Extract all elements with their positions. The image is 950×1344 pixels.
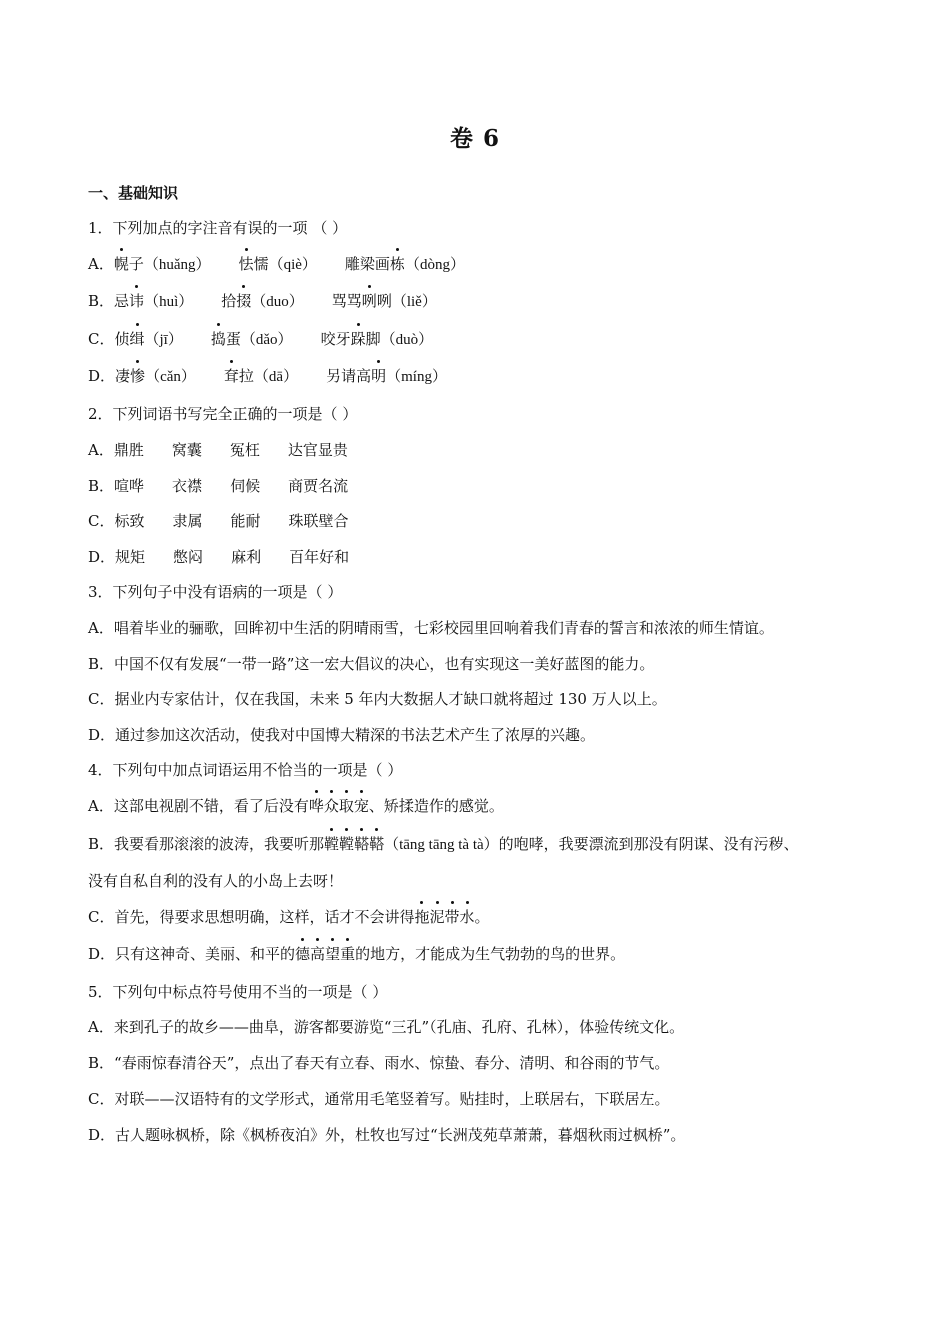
q2-a-word-1: 鼎胜	[113, 441, 144, 459]
q1-c-w1-pre: 侦	[114, 330, 130, 348]
q4-c-post: 。	[474, 908, 490, 926]
q1-b-w3-rest: 咧	[376, 292, 392, 310]
q2-b-word-4: 商贾名流	[288, 477, 349, 495]
q3-option-a: A．唱着毕业的骊歌，回眸初中生活的阴晴雨雪，七彩校园里回响着我们青春的誓言和浓浓的师生情谊。	[88, 619, 774, 637]
q4-b-pre: B．我要看那滚滚的波涛，我要听那	[88, 835, 325, 853]
q2-c-word-4: 珠联壁合	[288, 512, 349, 530]
q2-d-word-2: 憋闷	[173, 548, 204, 566]
q1-b-w1-pinyin: （huì）	[144, 294, 194, 310]
q1-a-w3-pre: 雕梁画	[344, 255, 390, 273]
q1-b-w3-pre: 骂骂	[331, 292, 362, 310]
q2-a-word-4: 达官显贵	[287, 441, 348, 459]
q4-b-dot-4: 鞳	[369, 835, 385, 853]
q1-d-w3-pinyin: （míng）	[386, 369, 447, 385]
q1-b-w2-pre: 拾	[221, 292, 237, 310]
q4-d-dot-2: 高	[310, 945, 326, 963]
q4-option-c	[88, 907, 490, 927]
q3-option-c: C．据业内专家估计，仅在我国，未来 5 年内大数据人才缺口就将超过 130 万人以上。	[88, 690, 667, 708]
q1-c-w3-pinyin: （duò）	[380, 332, 434, 348]
q4-a-dot-1: 哗	[308, 797, 324, 815]
q1-d-w1-dotted: 惨	[130, 367, 146, 385]
q2-a-label: A．	[88, 441, 114, 459]
q2-b-word-2: 衣襟	[172, 477, 203, 495]
q1-option-b	[88, 291, 437, 312]
q4-option-b	[88, 834, 799, 855]
q1-a-w3-pinyin: （dòng）	[404, 257, 465, 273]
q4-option-a	[88, 796, 504, 816]
q2-option-a	[88, 440, 348, 460]
page-title: 卷 6	[449, 125, 500, 152]
q1-b-label: B．	[88, 292, 115, 310]
q2-c-label: C．	[88, 512, 115, 530]
q4-d-post: 的地方，才能成为生气勃勃的鸟的世界。	[355, 945, 626, 963]
q1-c-w1-dotted: 缉	[129, 330, 145, 348]
q4-b-pinyin: （tāng tāng tà tà）	[384, 837, 499, 853]
q4-b-dot-1: 鞺	[324, 835, 340, 853]
q2-c-word-2: 隶属	[172, 512, 203, 530]
q2-option-b	[88, 476, 348, 496]
q1-a-w1-rest: 子	[128, 255, 144, 273]
q1-option-d	[88, 366, 447, 387]
q1-c-w2-dotted: 捣	[210, 330, 226, 348]
q4-d-dot-3: 望	[325, 945, 341, 963]
q4-a-dot-3: 取	[338, 797, 354, 815]
q1-c-w1-pinyin: （jī）	[144, 332, 183, 348]
q1-c-label: C．	[88, 330, 115, 348]
q1-d-w1-pre: 凄	[115, 367, 131, 385]
q1-c-w2-rest: 蛋	[225, 330, 241, 348]
q4-a-post: 、矫揉造作的感觉。	[368, 797, 504, 815]
q2-b-word-1: 喧哗	[114, 477, 145, 495]
q3-option-b: B．中国不仅有发展“一带一路”这一宏大倡议的决心，也有实现这一美好蓝图的能力。	[88, 655, 655, 673]
q3-stem: 3．下列句子中没有语病的一项是（ ）	[88, 583, 343, 601]
q4-b-dot-2: 鞺	[339, 835, 355, 853]
q2-d-word-4: 百年好和	[289, 548, 350, 566]
q4-stem: 4．下列句中加点词语运用不恰当的一项是（ ）	[88, 761, 403, 779]
q4-c-dot-3: 带	[444, 908, 460, 926]
q4-c-dot-4: 水	[459, 908, 475, 926]
q4-a-dot-2: 众	[323, 797, 339, 815]
q1-stem: 1．下列加点的字注音有误的一项 （ ）	[88, 219, 348, 237]
q2-a-word-2: 窝囊	[171, 441, 202, 459]
q1-b-w3-dotted: 咧	[361, 292, 377, 310]
q2-option-d	[88, 547, 349, 567]
q2-d-word-3: 麻利	[231, 548, 262, 566]
q1-d-w1-pinyin: （cǎn）	[145, 369, 196, 385]
q1-a-w1-dotted: 幌	[113, 255, 129, 273]
q2-b-word-3: 伺候	[230, 477, 261, 495]
q1-a-w2-pinyin: （qiè）	[268, 257, 317, 273]
q1-c-w3-rest: 脚	[365, 330, 381, 348]
q1-d-w2-rest: 拉	[238, 367, 254, 385]
q2-option-c	[88, 511, 349, 531]
q4-c-dot-2: 泥	[429, 908, 445, 926]
q5-stem: 5．下列句中标点符号使用不当的一项是（ ）	[88, 983, 388, 1001]
q4-option-b-cont: 没有自私自利的没有人的小岛上去呀！	[88, 872, 344, 890]
q2-b-label: B．	[88, 477, 115, 495]
q4-d-pre: D．只有这神奇、美丽、和平的	[88, 945, 296, 963]
q1-d-w2-dotted: 耷	[223, 367, 239, 385]
q1-a-w3-dotted: 栋	[389, 255, 405, 273]
q2-d-label: D．	[88, 548, 116, 566]
q1-b-w3-pinyin: （liě）	[391, 294, 437, 310]
q2-stem: 2．下列词语书写完全正确的一项是（ ）	[88, 405, 358, 423]
q1-b-w1-dotted: 讳	[129, 292, 145, 310]
q2-a-word-3: 冤枉	[229, 441, 260, 459]
q1-option-c	[88, 329, 433, 350]
q4-a-pre: A．这部电视剧不错，看了后没有	[88, 797, 309, 815]
q4-c-pre: C．首先，得要求思想明确，这样，话才不会讲得	[88, 908, 415, 926]
q1-c-w3-dotted: 跺	[350, 330, 366, 348]
section-heading: 一、基础知识	[88, 184, 179, 202]
q1-b-w2-pinyin: （duo）	[251, 294, 304, 310]
q1-d-w3-pre: 另请高	[326, 367, 372, 385]
q4-option-d	[88, 944, 625, 964]
q4-b-dot-3: 鞳	[354, 835, 370, 853]
q1-d-label: D．	[88, 367, 116, 385]
q1-a-w1-pinyin: （huǎng）	[143, 257, 211, 273]
q1-b-w2-dotted: 掇	[236, 292, 252, 310]
q5-option-c: C．对联——汉语特有的文学形式，通常用毛笔竖着写。贴挂时，上联居右，下联居左。	[88, 1090, 670, 1108]
q4-a-dot-4: 宠	[353, 797, 369, 815]
q3-option-d: D．通过参加这次活动，使我对中国博大精深的书法艺术产生了浓厚的兴趣。	[88, 726, 596, 744]
q2-c-word-3: 能耐	[230, 512, 261, 530]
q4-c-dot-1: 拖	[414, 908, 430, 926]
q1-c-w2-pinyin: （dǎo）	[240, 332, 293, 348]
q2-c-word-1: 标致	[114, 512, 145, 530]
q1-a-label: A．	[88, 255, 114, 273]
q1-a-w2-rest: 懦	[253, 255, 269, 273]
q2-d-word-1: 规矩	[115, 548, 146, 566]
q4-d-dot-1: 德	[295, 945, 311, 963]
q5-option-b: B．“春雨惊春清谷天”，点出了春天有立春、雨水、惊蛰、春分、清明、和谷雨的节气。	[88, 1054, 670, 1072]
q5-option-d: D．古人题咏枫桥，除《枫桥夜泊》外，杜牧也写过“长洲茂苑草萧萧，暮烟秋雨过枫桥”。	[88, 1126, 686, 1144]
q1-c-w3-pre: 咬牙	[320, 330, 351, 348]
q1-a-w2-dotted: 怯	[238, 255, 254, 273]
q1-d-w2-pinyin: （dā）	[253, 369, 299, 385]
q5-option-a: A．来到孔子的故乡——曲阜，游客都要游览“三孔”（孔庙、孔府、孔林），体验传统文化。	[88, 1018, 685, 1036]
q4-d-dot-4: 重	[340, 945, 356, 963]
q4-b-post: 的咆哮，我要漂流到那没有阴谋、没有污秽、	[498, 835, 799, 853]
q1-option-a	[88, 254, 465, 275]
q1-d-w3-dotted: 明	[371, 367, 387, 385]
q1-b-w1-pre: 忌	[114, 292, 130, 310]
